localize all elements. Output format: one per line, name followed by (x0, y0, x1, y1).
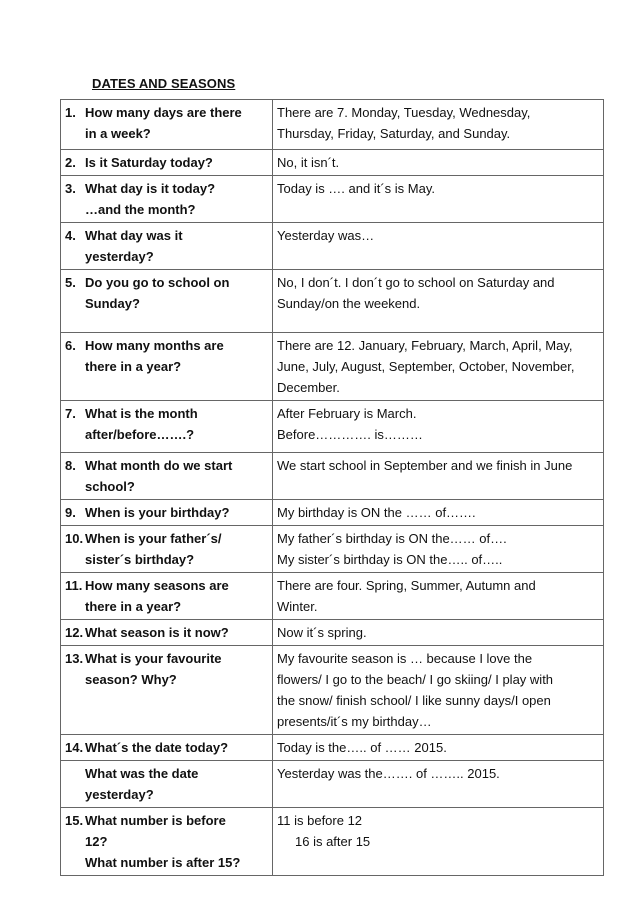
question-cell (61, 646, 273, 735)
answer-cell (273, 453, 604, 500)
answer-line: There are 12. January, February, March, April, May, (277, 338, 573, 353)
question-cell (61, 150, 273, 176)
question-number: 6. (65, 338, 76, 353)
question-cell (61, 735, 273, 761)
answer-cell (273, 735, 604, 761)
table-row (61, 761, 604, 808)
answer-line: My birthday is ON the …… of……. (277, 505, 476, 520)
answer-cell (273, 526, 604, 573)
answer-line: Yesterday was the……. of …….. 2015. (277, 766, 500, 781)
table-row (61, 333, 604, 401)
answer-cell (273, 150, 604, 176)
question-text-continued: yesterday? (85, 249, 154, 264)
question-text-continued: sister´s birthday? (85, 552, 195, 567)
answer-line: My father´s birthday is ON the…… of…. (277, 531, 507, 546)
question-cell (61, 761, 273, 808)
answer-line: No, I don´t. I don´t go to school on Saturday and (277, 275, 555, 290)
question-number: 13. (65, 651, 84, 666)
answer-line: Thursday, Friday, Saturday, and Sunday. (277, 126, 511, 141)
question-text: How many seasons are (85, 578, 229, 593)
question-number: 1. (65, 105, 76, 120)
answer-line: Sunday/on the weekend. (277, 296, 421, 311)
answer-line: June, July, August, September, October, November, (277, 359, 575, 374)
question-text: What number is before (85, 813, 226, 828)
question-number (65, 763, 85, 784)
answer-line: Today is the….. of …… 2015. (277, 740, 447, 755)
question-text-continued: What number is after 15? (85, 855, 241, 870)
answer-cell (273, 761, 604, 808)
question-text-continued: 12? (85, 834, 108, 849)
question-number: 15. (65, 813, 84, 828)
question-text: Do you go to school on (85, 275, 230, 290)
question-number: 2. (65, 155, 76, 170)
answer-line: flowers/ I go to the beach/ I go skiing/ I play with (277, 672, 554, 687)
table-row (61, 100, 604, 150)
table-row (61, 453, 604, 500)
question-number: 10. (65, 531, 84, 546)
question-number: 9. (65, 505, 76, 520)
question-cell (61, 573, 273, 620)
question-text-continued: yesterday? (85, 787, 154, 802)
question-text: Is it Saturday today? (85, 155, 213, 170)
question-text-continued: there in a year? (85, 599, 182, 614)
question-cell (61, 453, 273, 500)
table-row (61, 270, 604, 333)
answer-cell (273, 808, 604, 876)
answer-line: No, it isn´t. (277, 155, 340, 170)
question-text-continued: …and the month? (85, 202, 196, 217)
question-cell (61, 808, 273, 876)
answer-line: Today is …. and it´s is May. (277, 181, 435, 196)
question-cell (61, 100, 273, 150)
answer-cell (273, 223, 604, 270)
question-text: What is the month (85, 406, 198, 421)
question-text: What month do we start (85, 458, 233, 473)
answer-cell (273, 270, 604, 333)
table-row (61, 176, 604, 223)
question-cell (61, 500, 273, 526)
questions-table-body (61, 100, 604, 876)
answer-cell (273, 176, 604, 223)
answer-line: 16 is after 15 (295, 834, 371, 849)
answer-line: There are 7. Monday, Tuesday, Wednesday, (277, 105, 531, 120)
question-text-continued: Sunday? (85, 296, 140, 311)
question-text: What is your favourite (85, 651, 222, 666)
answer-cell (273, 573, 604, 620)
question-text: What day is it today? (85, 181, 216, 196)
answer-line: December. (277, 380, 340, 395)
question-text-continued: school? (85, 479, 135, 494)
question-number: 14. (65, 740, 84, 755)
answer-line: My sister´s birthday is ON the….. of….. (277, 552, 503, 567)
question-text-continued: there in a year? (85, 359, 182, 374)
answer-cell (273, 646, 604, 735)
question-text: When is your father´s/ (85, 531, 222, 546)
question-cell (61, 526, 273, 573)
answer-cell (273, 620, 604, 646)
question-text: How many months are (85, 338, 224, 353)
question-number: 7. (65, 406, 76, 421)
table-row (61, 573, 604, 620)
question-cell (61, 176, 273, 223)
answer-line: presents/it´s my birthday… (277, 714, 432, 729)
question-number: 11. (65, 578, 83, 593)
question-text: What´s the date today? (85, 740, 229, 755)
question-text: How many days are there (85, 105, 242, 120)
answer-line: We start school in September and we finish in June (277, 458, 573, 473)
questions-table (60, 99, 604, 876)
table-row (61, 401, 604, 453)
table-row (61, 735, 604, 761)
table-row (61, 150, 604, 176)
question-cell (61, 401, 273, 453)
table-row (61, 500, 604, 526)
question-cell (61, 223, 273, 270)
question-number: 8. (65, 458, 76, 473)
answer-cell (273, 100, 604, 150)
answer-line: 11 is before 12 (277, 813, 363, 828)
answer-line: Before…………. is……… (277, 427, 423, 442)
answer-line: Now it´s spring. (277, 625, 367, 640)
answer-line: My favourite season is … because I love the (277, 651, 533, 666)
answer-line: the snow/ finish school/ I like sunny days/I open (277, 693, 551, 708)
question-number: 12. (65, 625, 84, 640)
answer-line: Winter. (277, 599, 318, 614)
table-row (61, 808, 604, 876)
answer-line: There are four. Spring, Summer, Autumn and (277, 578, 536, 593)
question-text: What day was it (85, 228, 183, 243)
question-text-continued: season? Why? (85, 672, 177, 687)
question-cell (61, 333, 273, 401)
question-text: What was the date (85, 766, 199, 781)
answer-cell (273, 333, 604, 401)
question-number: 3. (65, 181, 76, 196)
table-row (61, 620, 604, 646)
answer-line: Yesterday was… (277, 228, 375, 243)
question-text: When is your birthday? (85, 505, 230, 520)
answer-line: After February is March. (277, 406, 417, 421)
answer-cell (273, 500, 604, 526)
table-row (61, 526, 604, 573)
question-number: 4. (65, 228, 76, 243)
table-row (61, 646, 604, 735)
answer-cell (273, 401, 604, 453)
question-text: What season is it now? (85, 625, 229, 640)
question-text-continued: after/before…….? (85, 427, 195, 442)
question-cell (61, 270, 273, 333)
question-number: 5. (65, 275, 76, 290)
question-cell (61, 620, 273, 646)
question-text-continued: in a week? (85, 126, 151, 141)
table-row (61, 223, 604, 270)
page-title: DATES AND SEASONS (92, 76, 236, 91)
